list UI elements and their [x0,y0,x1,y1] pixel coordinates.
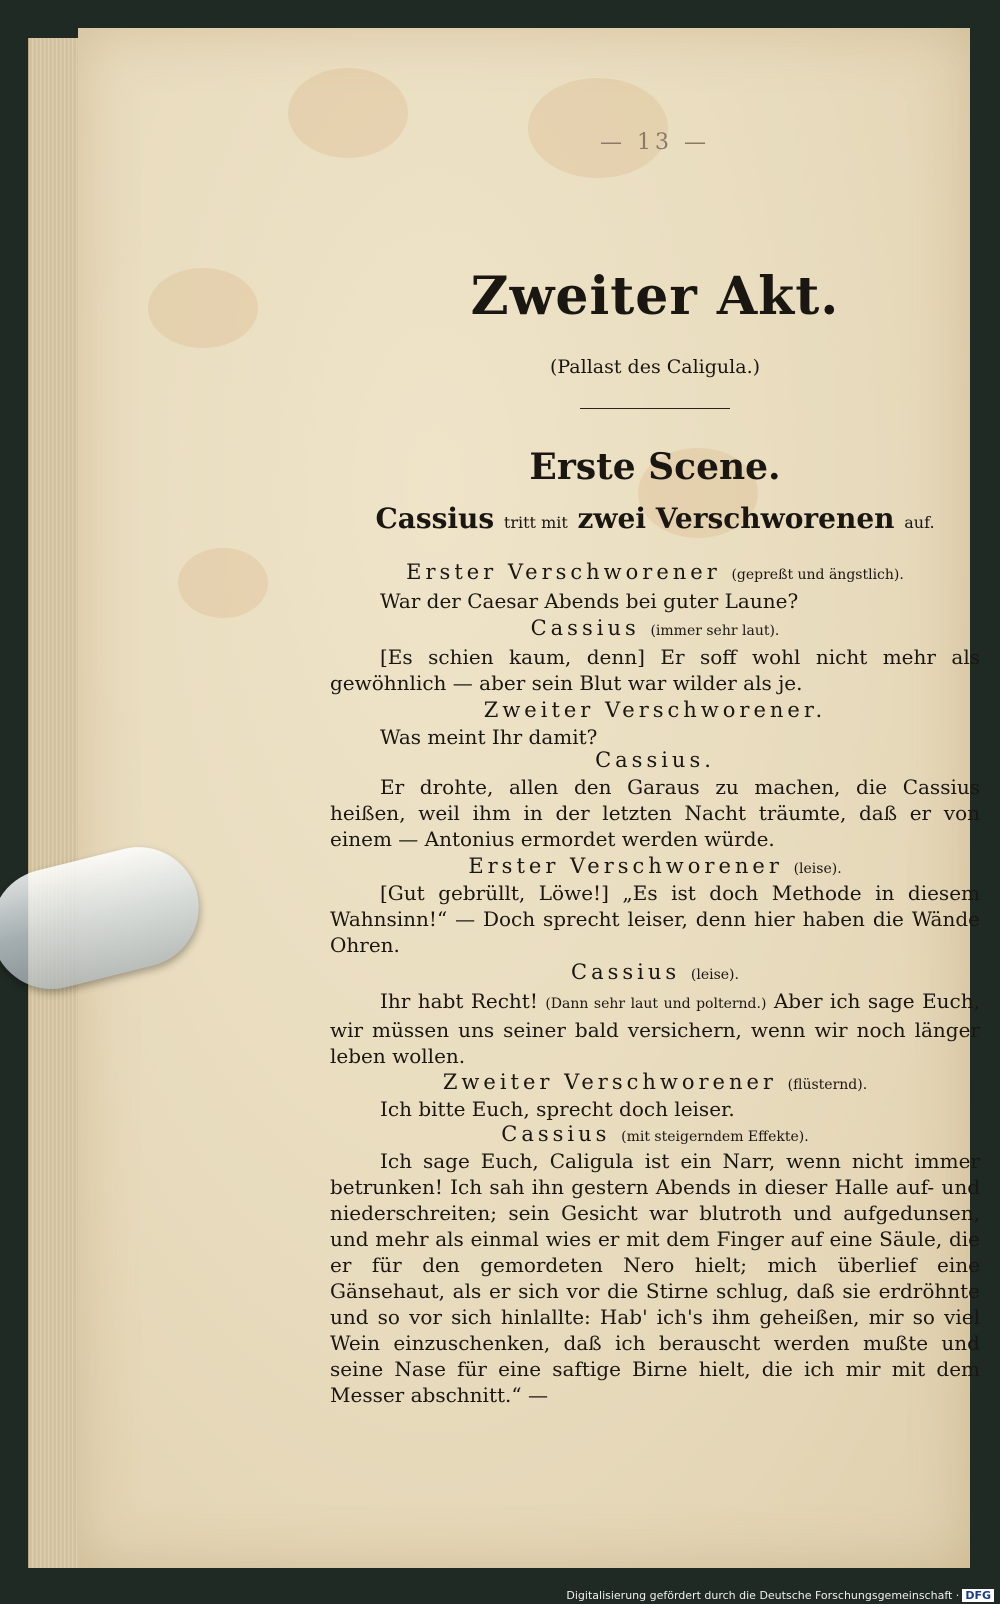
entrance-end: auf. [904,513,935,532]
speaker-name: Cassius [501,1122,611,1146]
dfg-logo: DFG [962,1589,994,1602]
speaker-line [330,854,980,878]
speech-part: Aber ich sage Euch, wir müssen uns seiner bald versichern, wenn wir noch länger leben wollen. [330,989,980,1068]
speaker-line [330,960,980,984]
stage-direction: (immer sehr laut). [650,623,780,639]
speaker-name: Erster Verschworener [406,560,721,584]
speech-text: [Es schien kaum, denn] Er soff wohl nicht mehr als gewöhnlich — aber sein Blut war wilder als je. [330,645,980,695]
stage-direction: (gepreßt und ängstlich). [731,567,904,583]
entrance-mid: tritt mit [503,513,568,532]
stage-direction: (leise). [690,967,739,983]
speaker-name: Cassius [571,960,681,984]
entrance-group: zwei Verschworenen [577,502,895,535]
stage-direction: (leise). [793,861,842,877]
speech-text: Ich bitte Euch, sprecht doch leiser. [380,1097,735,1121]
separator-rule [580,408,730,409]
book-page [78,28,980,1568]
stage-direction: (flüsternd). [787,1077,868,1093]
speech-text: Er drohte, allen den Garaus zu machen, die Cassius heißen, weil ihm in der letzten Nacht träumte, daß er von einem — Antonius ermordet werden würde. [330,775,980,851]
speaker-name: Cassius. [595,748,715,772]
stage-direction: (mit steigerndem Effekte). [621,1129,809,1145]
stage-entrance [330,502,980,535]
speech-part: Ihr habt Recht! [380,989,538,1013]
speaker-line [330,748,980,772]
digitization-footer [566,1589,994,1602]
footer-text: Digitalisierung gefördert durch die Deutsche Forschungsgemeinschaft · [566,1589,960,1602]
speaker-line [330,616,980,640]
act-title: Zweiter Akt. [470,266,840,327]
speaker-line [330,560,980,584]
page-edges [28,38,84,1568]
stage-direction: (Dann sehr laut und polternd.) [545,996,767,1012]
speaker-line [330,1070,980,1094]
speech-text: Ich sage Euch, Caligula ist ein Narr, wenn nicht immer betrunken! Ich sah ihn gestern Abends in dieser Halle auf- und niederschreiten; sein Gesicht war blutroth und aufgedunsen, und mehr als einmal wies er mit dem Finger auf eine Säule, die er für den gemordeten Nero hielt; mich überlief eine Gänsehaut, als er sich vor die Stirne schlug, daß sie erdröhnte und so vor sich hinlallte: Hab' ich's ihm geheißen, mir so viel Wein einzuschenken, daß ich berauscht werden mußte und seine Nase für eine saftige Birne hielt, die ich mir mit dem Messer abschnitt.“ — [330,1149,980,1407]
page-content [330,28,980,1568]
speech-text: [Gut gebrüllt, Löwe!] „Es ist doch Methode in diesem Wahnsinn!“ — Doch sprecht leiser, denn hier haben die Wände Ohren. [330,881,980,957]
entrance-name: Cassius [375,502,495,535]
speaker-name: Cassius [530,616,640,640]
speech-text [330,988,980,1069]
speaker-line [330,698,980,722]
speaker-name: Zweiter Verschworener. [483,698,827,722]
speaker-name: Zweiter Verschworener [442,1070,777,1094]
speech-text: Was meint Ihr damit? [380,725,598,749]
page-number: — 13 — [600,130,710,155]
place-description: (Pallast des Caligula.) [549,356,761,378]
scene-title: Erste Scene. [529,446,781,488]
speaker-name: Erster Verschworener [468,854,783,878]
speaker-line [330,1122,980,1146]
speech-text: War der Caesar Abends bei guter Laune? [380,589,799,613]
